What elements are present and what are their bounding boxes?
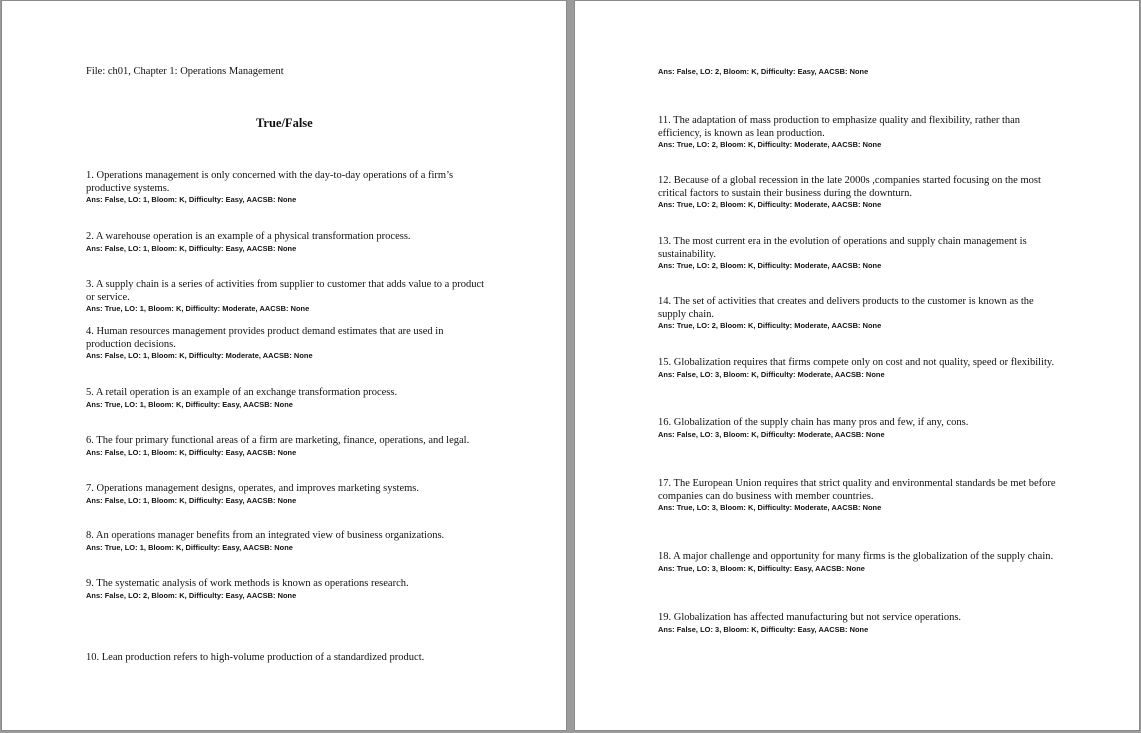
question-text: 3. A supply chain is a series of activities from supplier to customer that adds value to a product or service. xyxy=(86,279,485,303)
answer-key: Ans: False, LO: 1, Bloom: K, Difficulty: Easy, AACSB: None xyxy=(86,495,297,505)
question-text: 4. Human resources management provides product demand estimates that are used in production decisions. xyxy=(86,326,444,350)
answer-key: Ans: False, LO: 3, Bloom: K, Difficulty: Moderate, AACSB: None xyxy=(658,429,885,439)
answer-key: Ans: False, LO: 2, Bloom: K, Difficulty: Easy, AACSB: None xyxy=(658,67,869,76)
question-item xyxy=(86,652,486,665)
question-text: 16. Globalization of the supply chain has many pros and few, if any, cons. xyxy=(658,417,969,428)
answer-key: Ans: True, LO: 1, Bloom: K, Difficulty: Moderate, AACSB: None xyxy=(86,304,310,313)
question-item xyxy=(86,530,486,552)
question-item xyxy=(658,551,1063,573)
question-item xyxy=(658,478,1063,512)
answer-key: Ans: True, LO: 2, Bloom: K, Difficulty: Moderate, AACSB: None xyxy=(658,140,882,149)
question-text: 18. A major challenge and opportunity for many firms is the globalization of the supply chain. xyxy=(658,551,1054,562)
question-item xyxy=(86,170,486,204)
question-text: 17. The European Union requires that strict quality and environmental standards be met before companies can do business with member countries. xyxy=(658,478,1056,502)
question-item xyxy=(658,357,1063,379)
question-text: 10. Lean production refers to high-volume production of a standardized product. xyxy=(86,652,425,663)
question-text: 15. Globalization requires that firms compete only on cost and not quality, speed or flexibility. xyxy=(658,357,1055,368)
answer-key: Ans: False, LO: 1, Bloom: K, Difficulty: Moderate, AACSB: None xyxy=(86,351,313,360)
document-page-right[interactable] xyxy=(574,0,1140,731)
answer-key: Ans: True, LO: 2, Bloom: K, Difficulty: Moderate, AACSB: None xyxy=(658,200,882,209)
answer-key: Ans: True, LO: 2, Bloom: K, Difficulty: Moderate, AACSB: None xyxy=(658,321,882,330)
answer-key: Ans: True, LO: 2, Bloom: K, Difficulty: Moderate, AACSB: None xyxy=(658,261,882,270)
question-text: 5. A retail operation is an example of an exchange transformation process. xyxy=(86,387,398,398)
question-item xyxy=(86,483,486,505)
question-text: 7. Operations management designs, operates, and improves marketing systems. xyxy=(86,483,420,494)
answer-key: Ans: False, LO: 3, Bloom: K, Difficulty: Easy, AACSB: None xyxy=(658,624,869,634)
question-item xyxy=(86,231,486,253)
answer-key: Ans: True, LO: 3, Bloom: K, Difficulty: Moderate, AACSB: None xyxy=(658,503,882,512)
question-item xyxy=(658,612,1063,634)
question-text: 14. The set of activities that creates and delivers products to the customer is known as the supply chain. xyxy=(658,296,1034,320)
answer-key: Ans: False, LO: 1, Bloom: K, Difficulty: Easy, AACSB: None xyxy=(86,195,297,204)
answer-key: Ans: False, LO: 1, Bloom: K, Difficulty: Easy, AACSB: None xyxy=(86,243,297,253)
question-text: 8. An operations manager benefits from an integrated view of business organizations. xyxy=(86,530,445,541)
answer-key: Ans: True, LO: 3, Bloom: K, Difficulty: Easy, AACSB: None xyxy=(658,563,865,573)
question-item xyxy=(86,279,486,313)
answer-key: Ans: False, LO: 3, Bloom: K, Difficulty: Moderate, AACSB: None xyxy=(658,369,885,379)
question-item xyxy=(86,326,486,360)
question-text: 19. Globalization has affected manufacturing but not service operations. xyxy=(658,612,962,623)
file-line: File: ch01, Chapter 1: Operations Management xyxy=(86,66,284,77)
question-item xyxy=(658,417,1063,439)
document-page-left[interactable] xyxy=(1,0,567,731)
question-item xyxy=(86,435,486,457)
question-text: 12. Because of a global recession in the late 2000s ,companies started focusing on the most critical factors to sustain their business during the downturn. xyxy=(658,175,1041,199)
answer-key: Ans: False, LO: 1, Bloom: K, Difficulty: Easy, AACSB: None xyxy=(86,447,297,457)
question-text: 6. The four primary functional areas of a firm are marketing, finance, operations, and legal. xyxy=(86,435,470,446)
question-item xyxy=(658,115,1063,149)
answer-key: Ans: True, LO: 1, Bloom: K, Difficulty: Easy, AACSB: None xyxy=(86,542,293,552)
question-text: 13. The most current era in the evolution of operations and supply chain management is sustainability. xyxy=(658,236,1027,260)
question-item xyxy=(658,175,1063,209)
question-item xyxy=(658,296,1063,330)
answer-key: Ans: False, LO: 2, Bloom: K, Difficulty: Easy, AACSB: None xyxy=(86,590,297,600)
question-text: 2. A warehouse operation is an example of a physical transformation process. xyxy=(86,231,411,242)
question-item xyxy=(658,236,1063,270)
question-item xyxy=(86,578,486,600)
question-text: 1. Operations management is only concerned with the day-to-day operations of a firm’s productive systems. xyxy=(86,170,454,194)
section-title: True/False xyxy=(256,116,313,130)
question-text: 11. The adaptation of mass production to emphasize quality and flexibility, rather than efficiency, is known as lean production. xyxy=(658,115,1021,139)
question-text: 9. The systematic analysis of work methods is known as operations research. xyxy=(86,578,409,589)
answer-key: Ans: True, LO: 1, Bloom: K, Difficulty: Easy, AACSB: None xyxy=(86,399,293,409)
question-item xyxy=(86,387,486,409)
